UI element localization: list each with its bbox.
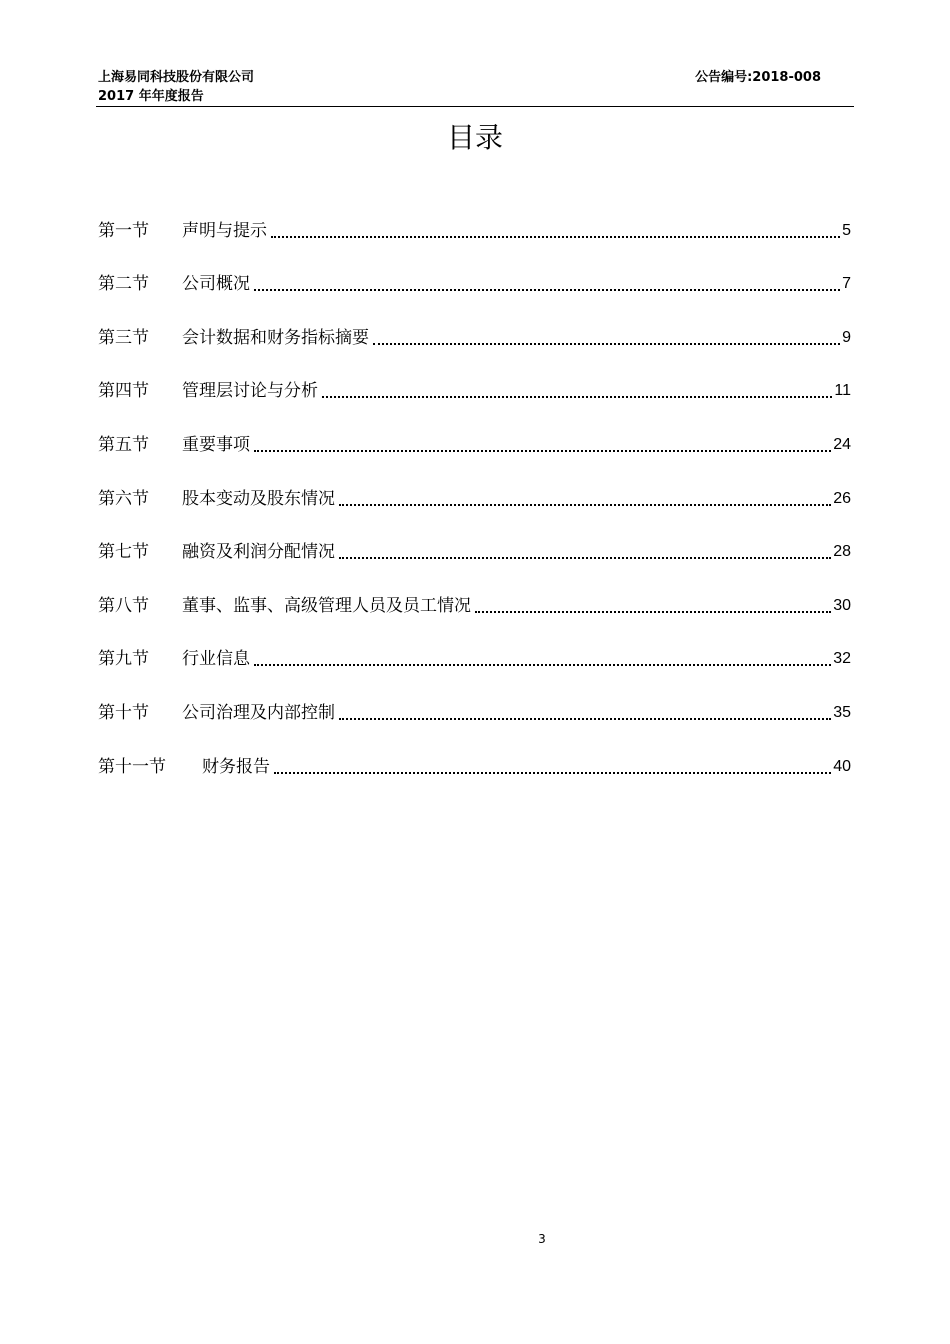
toc-section-title: 会计数据和财务指标摘要 <box>182 327 369 348</box>
toc-entry[interactable] <box>98 460 851 514</box>
toc-dot-leader <box>254 450 831 452</box>
toc-section-number: 第一节 <box>98 220 149 241</box>
toc-page-number: 35 <box>833 703 851 721</box>
company-name: 上海易同科技股份有限公司 <box>98 70 255 85</box>
page-number: 3 <box>538 1232 546 1246</box>
toc-page-number: 26 <box>833 489 851 507</box>
toc-section-title: 声明与提示 <box>182 220 267 241</box>
toc-section-title: 股本变动及股东情况 <box>182 488 335 509</box>
toc-dot-leader <box>274 772 831 774</box>
toc-section-title: 公司概况 <box>182 274 250 295</box>
toc-page-number: 30 <box>833 596 851 614</box>
toc-title: 目录 <box>446 121 503 154</box>
announcement-number: 公告编号:2018-008 <box>695 70 821 85</box>
toc-dot-leader <box>373 343 840 345</box>
toc-section-title: 董事、监事、高级管理人员及员工情况 <box>182 595 471 616</box>
toc-section-title: 公司治理及内部控制 <box>182 702 335 723</box>
toc-section-number: 第六节 <box>98 488 149 509</box>
toc-section-number: 第七节 <box>98 542 149 563</box>
toc-entry[interactable] <box>98 299 851 353</box>
toc-section-number: 第十一节 <box>98 756 166 777</box>
toc-page-number: 28 <box>833 543 851 561</box>
toc-section-number: 第三节 <box>98 327 149 348</box>
toc-dot-leader <box>339 718 831 720</box>
toc-section-number: 第四节 <box>98 381 149 402</box>
toc-dot-leader <box>339 504 831 506</box>
toc-section-title: 融资及利润分配情况 <box>182 542 335 563</box>
header-divider <box>96 106 854 107</box>
toc-dot-leader <box>271 236 840 238</box>
toc-section-number: 第五节 <box>98 434 149 455</box>
toc-page-number: 24 <box>833 435 851 453</box>
toc-entry[interactable] <box>98 567 851 621</box>
toc-dot-leader <box>339 557 831 559</box>
toc-page-number: 5 <box>842 221 851 239</box>
toc-dot-leader <box>322 396 832 398</box>
toc-entry[interactable] <box>98 514 851 568</box>
page-header-left <box>98 68 254 106</box>
toc-dot-leader <box>475 611 831 613</box>
toc-page-number: 11 <box>834 382 851 400</box>
toc-section-title: 管理层讨论与分析 <box>182 381 318 402</box>
toc-entry[interactable] <box>98 353 851 407</box>
report-title: 2017 年年度报告 <box>98 89 204 104</box>
toc-section-title: 财务报告 <box>202 756 270 777</box>
toc-section-number: 第十节 <box>98 702 149 723</box>
toc-entry[interactable] <box>98 728 851 782</box>
toc-section-number: 第八节 <box>98 595 149 616</box>
toc-section-number: 第九节 <box>98 649 149 670</box>
toc-entry[interactable] <box>98 621 851 675</box>
toc-page-number: 32 <box>833 650 851 668</box>
toc-dot-leader <box>254 289 840 291</box>
toc-page-number: 7 <box>842 275 851 293</box>
toc-dot-leader <box>254 664 831 666</box>
table-of-contents <box>98 192 851 782</box>
toc-entry[interactable] <box>98 674 851 728</box>
toc-entry[interactable] <box>98 192 851 246</box>
toc-entry[interactable] <box>98 246 851 300</box>
toc-section-title: 重要事项 <box>182 434 250 455</box>
toc-entry[interactable] <box>98 406 851 460</box>
toc-section-number: 第二节 <box>98 274 149 295</box>
toc-page-number: 40 <box>833 757 851 775</box>
toc-section-title: 行业信息 <box>182 649 250 670</box>
toc-page-number: 9 <box>842 328 851 346</box>
